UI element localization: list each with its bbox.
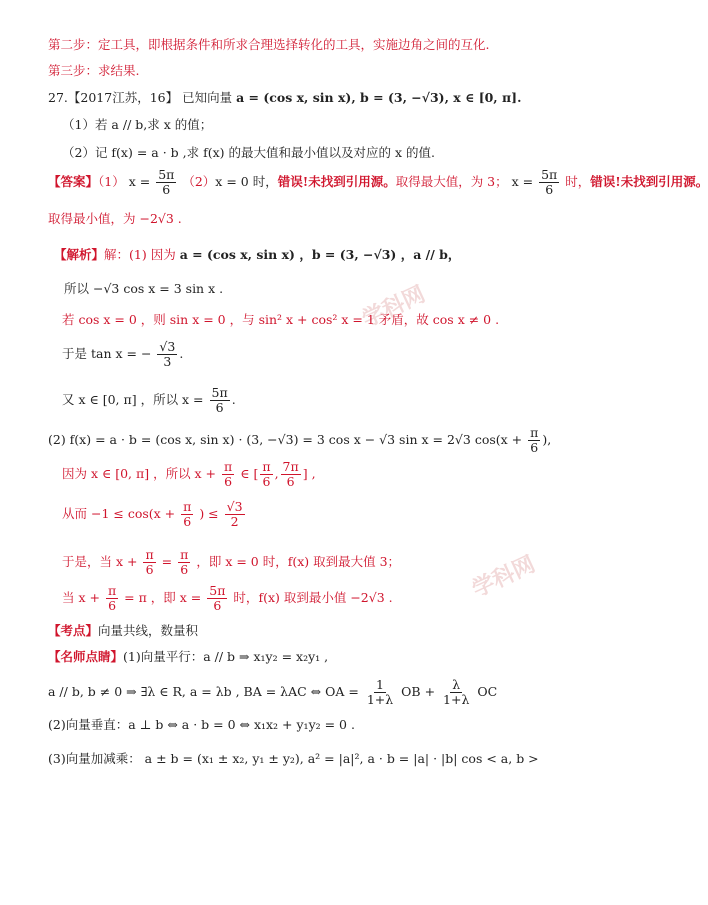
solution-line-2: 所以 −√3 cos x = 3 sin x . (64, 281, 224, 296)
solution-line-10: 当 x + $\frac{\pi}{6}$ = π ，即 x = $\frac{5\pi}{6}$ 时，f(x) 取到最小值 −2√3 . (62, 583, 393, 613)
key-points-line: 【考点】向量共线，数量积 (48, 623, 199, 638)
question-part-1: （1）若 a // b,求 x 的值； (62, 117, 213, 132)
watermark: 学科网 (468, 552, 540, 603)
watermark: 学科网 (358, 282, 430, 333)
teacher-tips-line-2: a // b, b ≠ 0 ⇒ ∃λ ∈ R, a = λb , BA = λAC ⇔ OA = $\frac{1}{1+\lambda}$ OB + $\frac{\lambda}{1+\lambda}$ OC (48, 677, 498, 707)
question-header: 27.【2017江苏，16】 已知向量 a = (cos x, sin x), b = (3, −√3), x ∈ [0, π]. (48, 90, 522, 105)
solution-line-7: 因为 x ∈ [0, π] ，所以 x + $\frac{\pi}{6}$ ∈ [ $\frac{\pi}{6}$ , $\frac{7\pi}{6}$ ] , (62, 459, 316, 489)
solution-line-9: 于是，当 x + $\frac{\pi}{6}$ = $\frac{\pi}{6}$ ，即 x = 0 时，f(x) 取到最大值 3； (62, 547, 401, 577)
teacher-tips-line-3: (2)向量垂直：a ⊥ b ⇔ a · b = 0 ⇔ x₁x₂ + y₁y₂ = 0 . (48, 717, 355, 732)
teacher-tips-line-1: 【名师点睛】(1)向量平行：a // b ⇒ x₁y₂ = x₂y₁ , (48, 649, 329, 664)
answer-line: 【答案】（1） x = $\frac{5\pi}{6}$ （2）x = 0 时，错误!未找到引用源。取得最大值，为 3； x = $\frac{5\pi}{6}$ 时，错误!未找到引用源。 (48, 167, 708, 197)
solution-line-4: 于是 tan x = − $\frac{√3}{3}$ . (62, 339, 184, 369)
solution-line-8: 从而 −1 ≤ cos(x + $\frac{\pi}{6}$ ) ≤ $\frac{√3}{2}$ (62, 499, 243, 529)
solution-line-3: 若 cos x = 0 ，则 sin x = 0 ，与 sin² x + cos² x = 1 矛盾，故 cos x ≠ 0 . (62, 312, 500, 327)
question-part-2: （2）记 f(x) = a · b ,求 f(x) 的最大值和最小值以及对应的 x 的值. (62, 145, 435, 160)
step-2-line: 第二步：定工具，即根据条件和所求合理选择转化的工具，实施边角之间的互化. (48, 37, 490, 52)
step-3-line: 第三步：求结果. (48, 63, 140, 78)
solution-line-1: 【解析】解：(1) 因为 a = (cos x, sin x) ，b = (3, −√3) ，a // b， (54, 247, 461, 262)
answer-min-line: 取得最小值，为 −2√3 . (48, 211, 182, 226)
solution-line-5: 又 x ∈ [0, π] ，所以 x = $\frac{5\pi}{6}$ . (62, 385, 236, 415)
teacher-tips-line-4: (3)向量加减乘： a ± b = (x₁ ± x₂, y₁ ± y₂), a² = |a|², a · b = |a| · |b| cos < a, b > (48, 751, 539, 766)
solution-line-6: (2) f(x) = a · b = (cos x, sin x) · (3, −√3) = 3 cos x − √3 sin x = 2√3 cos(x + $\frac{\pi}{6}$ ), (48, 425, 552, 455)
